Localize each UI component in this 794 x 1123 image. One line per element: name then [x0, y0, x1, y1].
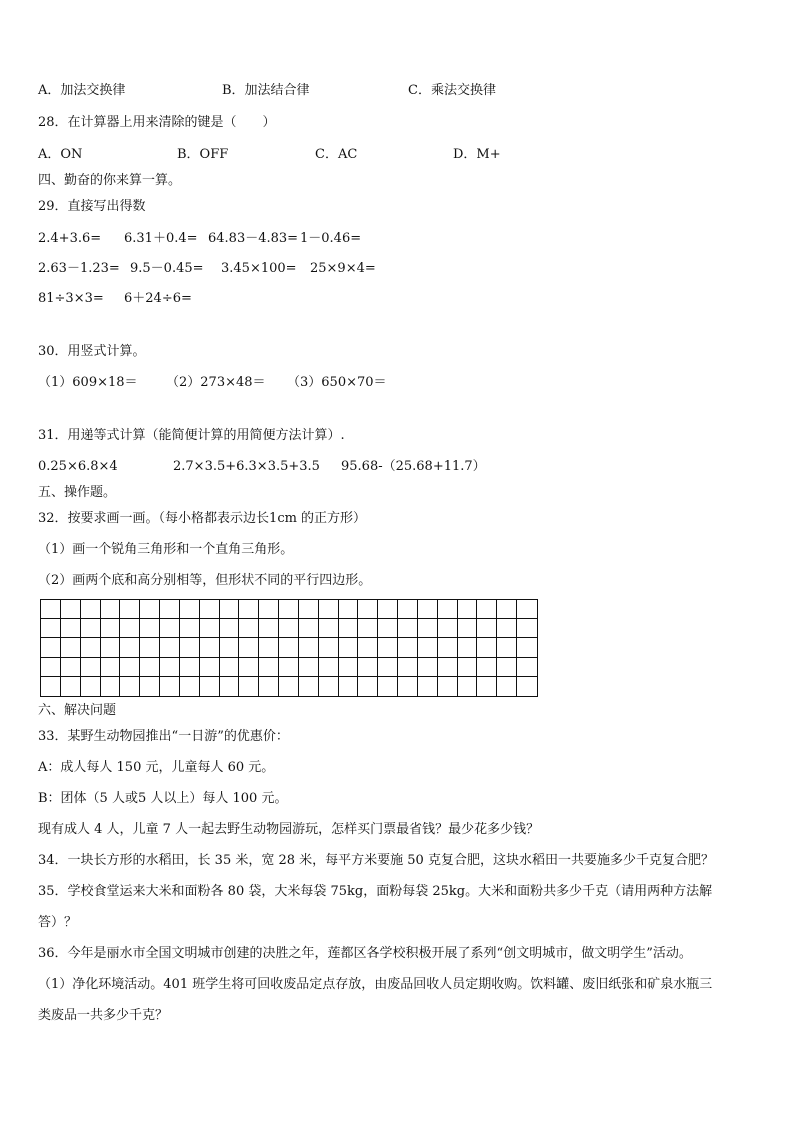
grid-cell [497, 677, 517, 696]
grid-cell [458, 638, 478, 657]
grid-cell [239, 677, 259, 696]
q29-item: 9.5－0.45= [130, 261, 204, 276]
q36-sub-1-line-1: （1）净化环境活动。401 班学生将可回收废品定点存放，由废品回收人员定期收购。饮料罐、废旧纸张和矿泉水瓶三 [38, 977, 713, 992]
q33-question: 现有成人 4 人，儿童 7 人一起去野生动物园游玩，怎样买门票最省钱？最少花多少钱？ [38, 822, 540, 837]
grid-cell [120, 619, 140, 638]
grid-cell [418, 619, 438, 638]
grid-cell [140, 600, 160, 619]
grid-cell [41, 619, 61, 638]
q29-item: 6＋24÷6= [124, 291, 192, 306]
grid-cell [101, 600, 121, 619]
q29-item: 3.45×100= [221, 261, 297, 276]
grid-cell [378, 638, 398, 657]
q28-option-d: D．M+ [453, 147, 501, 162]
grid-cell [497, 638, 517, 657]
grid-cell [279, 658, 299, 677]
grid-cell [279, 600, 299, 619]
q31-stem: 31．用递等式计算（能简便计算的用简便方法计算）. [38, 428, 345, 443]
grid-cell [259, 600, 279, 619]
grid-cell [458, 619, 478, 638]
q31-item: 95.68-（25.68+11.7） [341, 459, 486, 474]
q29-stem: 29．直接写出得数 [38, 199, 146, 214]
grid-cell [339, 677, 359, 696]
q30-item: （2）273×48＝ [166, 375, 266, 390]
grid-cell [41, 600, 61, 619]
grid-cell [41, 677, 61, 696]
grid-cell [239, 638, 259, 657]
grid-cell [339, 658, 359, 677]
grid-cell [200, 619, 220, 638]
grid-cells [40, 599, 538, 697]
grid-cell [61, 658, 81, 677]
grid-cell [61, 638, 81, 657]
grid-cell [358, 658, 378, 677]
grid-cell [81, 600, 101, 619]
q30-stem: 30．用竖式计算。 [38, 344, 146, 359]
grid-cell [259, 658, 279, 677]
grid-cell [101, 677, 121, 696]
grid-cell [120, 658, 140, 677]
q28-stem: 28．在计算器上用来清除的键是（ ） [38, 115, 276, 130]
grid-cell [81, 638, 101, 657]
grid-cell [339, 600, 359, 619]
q32-stem: 32．按要求画一画。（每小格都表示边长1cm 的正方形） [38, 511, 367, 526]
grid-cell [160, 600, 180, 619]
grid-cell [200, 638, 220, 657]
grid-cell [319, 600, 339, 619]
grid-cell [160, 658, 180, 677]
grid-cell [140, 658, 160, 677]
grid-cell [299, 600, 319, 619]
grid-cell [140, 619, 160, 638]
grid-cell [160, 638, 180, 657]
q32-sub-1: （1）画一个锐角三角形和一个直角三角形。 [38, 542, 294, 557]
q28-option-b: B．OFF [177, 147, 229, 162]
grid-cell [259, 638, 279, 657]
grid-cell [239, 600, 259, 619]
grid-cell [180, 658, 200, 677]
grid-cell [398, 619, 418, 638]
grid-cell [101, 619, 121, 638]
grid-cell [279, 677, 299, 696]
grid-cell [61, 619, 81, 638]
grid-cell [160, 619, 180, 638]
grid-cell [41, 658, 61, 677]
q31-item: 0.25×6.8×4 [38, 459, 118, 474]
grid-cell [180, 638, 200, 657]
q27-option-b: B．加法结合律 [222, 83, 310, 98]
q30-item: （3）650×70＝ [287, 375, 387, 390]
q27-option-c: C．乘法交换律 [408, 83, 496, 98]
grid-cell [220, 619, 240, 638]
grid-cell [517, 638, 537, 657]
grid-cell [358, 619, 378, 638]
grid-cell [517, 677, 537, 696]
grid-cell [477, 677, 497, 696]
grid-cell [220, 658, 240, 677]
grid-cell [120, 638, 140, 657]
q28-option-a: A．ON [38, 147, 83, 162]
grid-cell [438, 638, 458, 657]
grid-cell [239, 658, 259, 677]
grid-cell [259, 677, 279, 696]
grid-cell [378, 677, 398, 696]
grid-cell [101, 658, 121, 677]
q35-line-2: 答）？ [38, 915, 78, 930]
q29-item: 1－0.46= [300, 231, 362, 246]
grid-cell [497, 658, 517, 677]
q36-line-1: 36．今年是丽水市全国文明城市创建的决胜之年，莲都区各学校积极开展了系列“创文明城市，做文明学生”活动。 [38, 946, 692, 961]
q29-item: 6.31＋0.4= [124, 231, 198, 246]
q29-item: 2.4+3.6= [38, 231, 102, 246]
grid-cell [358, 677, 378, 696]
section-heading-6: 六、解决问题 [38, 703, 117, 718]
grid-cell [279, 638, 299, 657]
q35-line-1: 35．学校食堂运来大米和面粉各 80 袋，大米每袋 75kg，面粉每袋 25kg。大米和面粉共多少千克（请用两种方法解 [38, 884, 713, 899]
section-heading-4: 四、勤奋的你来算一算。 [38, 173, 182, 188]
q29-item: 81÷3×3= [38, 291, 104, 306]
grid-cell [438, 600, 458, 619]
grid-cell [319, 658, 339, 677]
grid-cell [458, 658, 478, 677]
q28-option-c: C．AC [315, 147, 358, 162]
grid-cell [458, 677, 478, 696]
grid-cell [239, 619, 259, 638]
grid-cell [398, 638, 418, 657]
grid-cell [101, 638, 121, 657]
grid-cell [458, 600, 478, 619]
grid-cell [200, 677, 220, 696]
grid-cell [220, 677, 240, 696]
q29-item: 25×9×4= [310, 261, 376, 276]
q27-option-a: A．加法交换律 [38, 83, 126, 98]
grid-cell [180, 600, 200, 619]
grid-cell [180, 677, 200, 696]
grid-cell [477, 658, 497, 677]
grid-cell [279, 619, 299, 638]
section-heading-5: 五、操作题。 [38, 485, 117, 500]
q32-sub-2: （2）画两个底和高分别相等，但形状不同的平行四边形。 [38, 573, 372, 588]
q34-text: 34．一块长方形的水稻田，长 35 米，宽 28 米，每平方米要施 50 克复合肥，这块水稻田一共要施多少千克复合肥？ [38, 853, 714, 868]
grid-cell [398, 658, 418, 677]
grid-cell [299, 677, 319, 696]
grid-cell [41, 638, 61, 657]
grid-cell [180, 619, 200, 638]
q30-item: （1）609×18＝ [38, 375, 138, 390]
grid-cell [378, 600, 398, 619]
grid-cell [200, 658, 220, 677]
grid-cell [339, 619, 359, 638]
grid-cell [299, 638, 319, 657]
grid-cell [299, 619, 319, 638]
grid-cell [378, 658, 398, 677]
grid-cell [497, 600, 517, 619]
grid-cell [358, 600, 378, 619]
grid-cell [517, 619, 537, 638]
grid-cell [81, 677, 101, 696]
q36-sub-1-line-2: 类废品一共多少千克？ [38, 1008, 169, 1023]
grid-cell [319, 677, 339, 696]
grid-cell [140, 677, 160, 696]
grid-cell [418, 677, 438, 696]
drawing-grid [40, 599, 538, 697]
grid-cell [418, 658, 438, 677]
q31-item: 2.7×3.5+6.3×3.5+3.5 [173, 459, 320, 474]
q33-stem: 33．某野生动物园推出“一日游”的优惠价： [38, 729, 289, 744]
grid-cell [81, 619, 101, 638]
grid-cell [61, 600, 81, 619]
grid-cell [497, 619, 517, 638]
grid-cell [398, 677, 418, 696]
grid-cell [200, 600, 220, 619]
grid-cell [378, 619, 398, 638]
grid-cell [140, 638, 160, 657]
grid-cell [438, 619, 458, 638]
grid-cell [517, 600, 537, 619]
grid-cell [319, 638, 339, 657]
grid-cell [299, 658, 319, 677]
grid-cell [61, 677, 81, 696]
grid-cell [220, 638, 240, 657]
grid-cell [477, 619, 497, 638]
grid-cell [358, 638, 378, 657]
q29-item: 2.63－1.23= [38, 261, 120, 276]
grid-cell [120, 677, 140, 696]
grid-cell [160, 677, 180, 696]
grid-cell [398, 600, 418, 619]
q29-item: 64.83－4.83= [208, 231, 299, 246]
grid-cell [418, 638, 438, 657]
grid-cell [477, 600, 497, 619]
grid-cell [81, 658, 101, 677]
grid-cell [339, 638, 359, 657]
grid-cell [438, 677, 458, 696]
grid-cell [418, 600, 438, 619]
grid-cell [517, 658, 537, 677]
grid-cell [319, 619, 339, 638]
grid-cell [438, 658, 458, 677]
q33-option-a: A：成人每人 150 元，儿童每人 60 元。 [38, 760, 275, 775]
grid-cell [120, 600, 140, 619]
grid-cell [259, 619, 279, 638]
q33-option-b: B：团体（5 人或5 人以上）每人 100 元。 [38, 791, 288, 806]
grid-cell [477, 638, 497, 657]
grid-cell [220, 600, 240, 619]
